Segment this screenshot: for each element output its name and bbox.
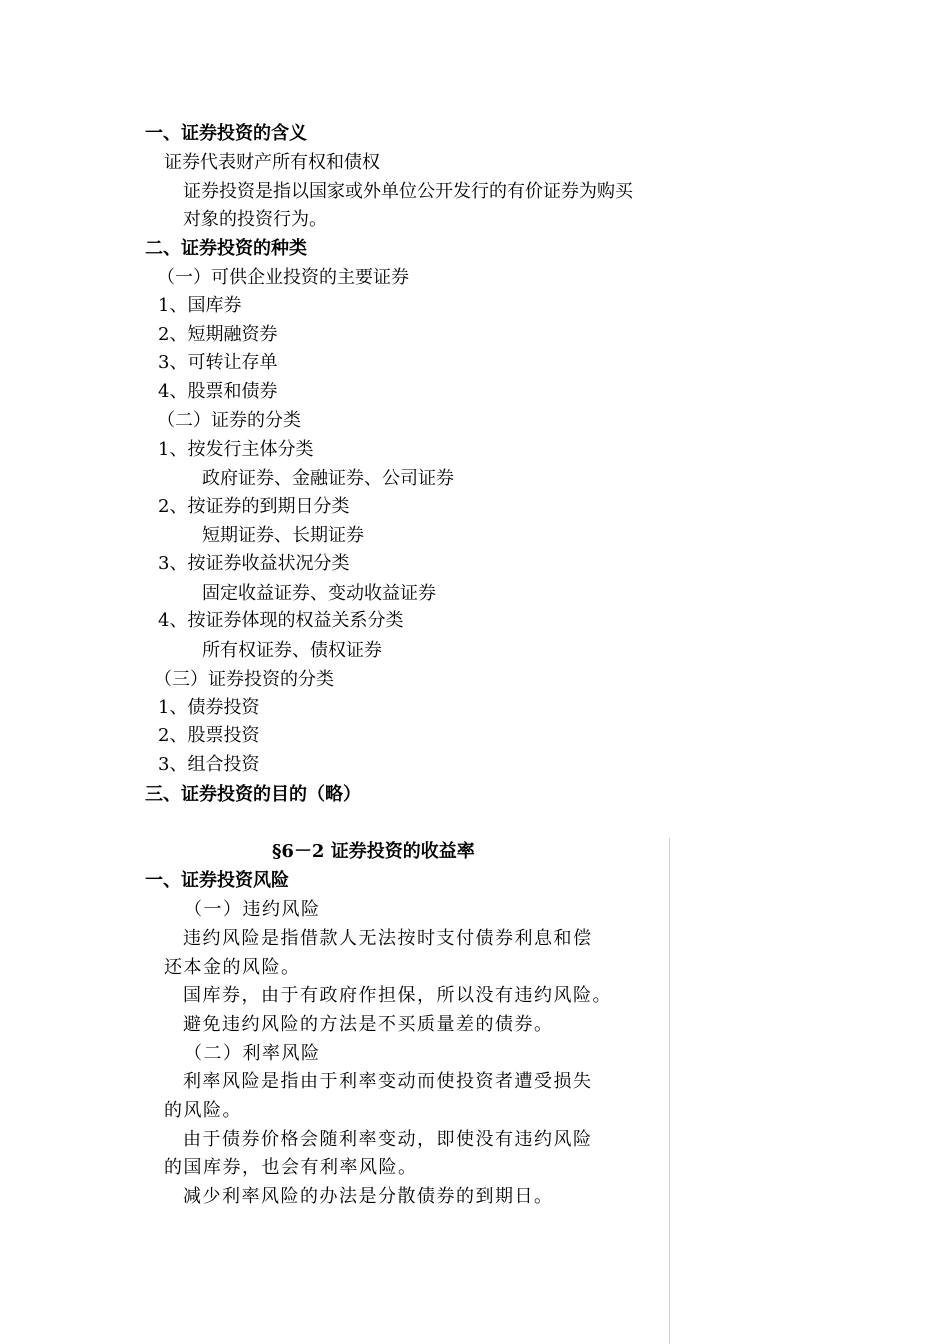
subheading: （一）可供企业投资的主要证券 xyxy=(157,267,409,288)
list-item: 1、国库券 xyxy=(158,295,242,316)
list-item: 2、股票投资 xyxy=(158,725,260,746)
list-item: 4、按证券体现的权益关系分类 xyxy=(158,610,404,631)
subheading: （一）违约风险 xyxy=(184,899,321,920)
text-line: 对象的投资行为。 xyxy=(183,209,327,230)
paragraph-line: 由于债券价格会随利率变动，即使没有违约风险 xyxy=(183,1129,593,1150)
section-title: §6－2 证券投资的收益率 xyxy=(272,841,475,862)
paragraph-line: 国库券，由于有政府作担保，所以没有违约风险。 xyxy=(183,985,612,1006)
paragraph-line: 利率风险是指由于利率变动而使投资者遭受损失 xyxy=(183,1071,593,1092)
text-line: 证券代表财产所有权和债权 xyxy=(164,152,380,173)
heading-risk: 一、证券投资风险 xyxy=(145,870,289,891)
subheading: （二）证券的分类 xyxy=(157,410,301,431)
list-item: 3、按证券收益状况分类 xyxy=(158,553,350,574)
list-item: 3、可转让存单 xyxy=(158,352,278,373)
heading-purpose: 三、证券投资的目的（略） xyxy=(145,784,361,805)
list-item-detail: 固定收益证券、变动收益证券 xyxy=(202,583,436,604)
list-item: 1、按发行主体分类 xyxy=(158,439,314,460)
list-item-detail: 短期证券、长期证券 xyxy=(202,525,364,546)
list-item: 4、股票和债券 xyxy=(158,381,278,402)
list-item: 1、债券投资 xyxy=(158,697,260,718)
list-item-detail: 政府证券、金融证券、公司证券 xyxy=(202,468,454,489)
text-line: 证券投资是指以国家或外单位公开发行的有价证券为购买 xyxy=(183,181,633,202)
subheading: （三）证券投资的分类 xyxy=(154,669,334,690)
paragraph-line: 违约风险是指借款人无法按时支付债券利息和偿 xyxy=(183,928,593,949)
paragraph-line: 的风险。 xyxy=(164,1100,242,1121)
heading-types: 二、证券投资的种类 xyxy=(145,238,307,259)
paragraph-line: 避免违约风险的方法是不买质量差的债券。 xyxy=(183,1014,554,1035)
list-item: 2、短期融资券 xyxy=(158,324,278,345)
paragraph-line: 还本金的风险。 xyxy=(164,957,301,978)
paragraph-line: 的国库券，也会有利率风险。 xyxy=(164,1157,418,1178)
list-item: 3、组合投资 xyxy=(158,754,260,775)
paragraph-line: 减少利率风险的办法是分散债券的到期日。 xyxy=(183,1186,554,1207)
list-item-detail: 所有权证券、债权证券 xyxy=(202,640,382,661)
subheading: （二）利率风险 xyxy=(184,1043,321,1064)
list-item: 2、按证券的到期日分类 xyxy=(158,496,350,517)
column-divider xyxy=(669,838,670,1344)
heading-meaning: 一、证券投资的含义 xyxy=(145,123,307,144)
